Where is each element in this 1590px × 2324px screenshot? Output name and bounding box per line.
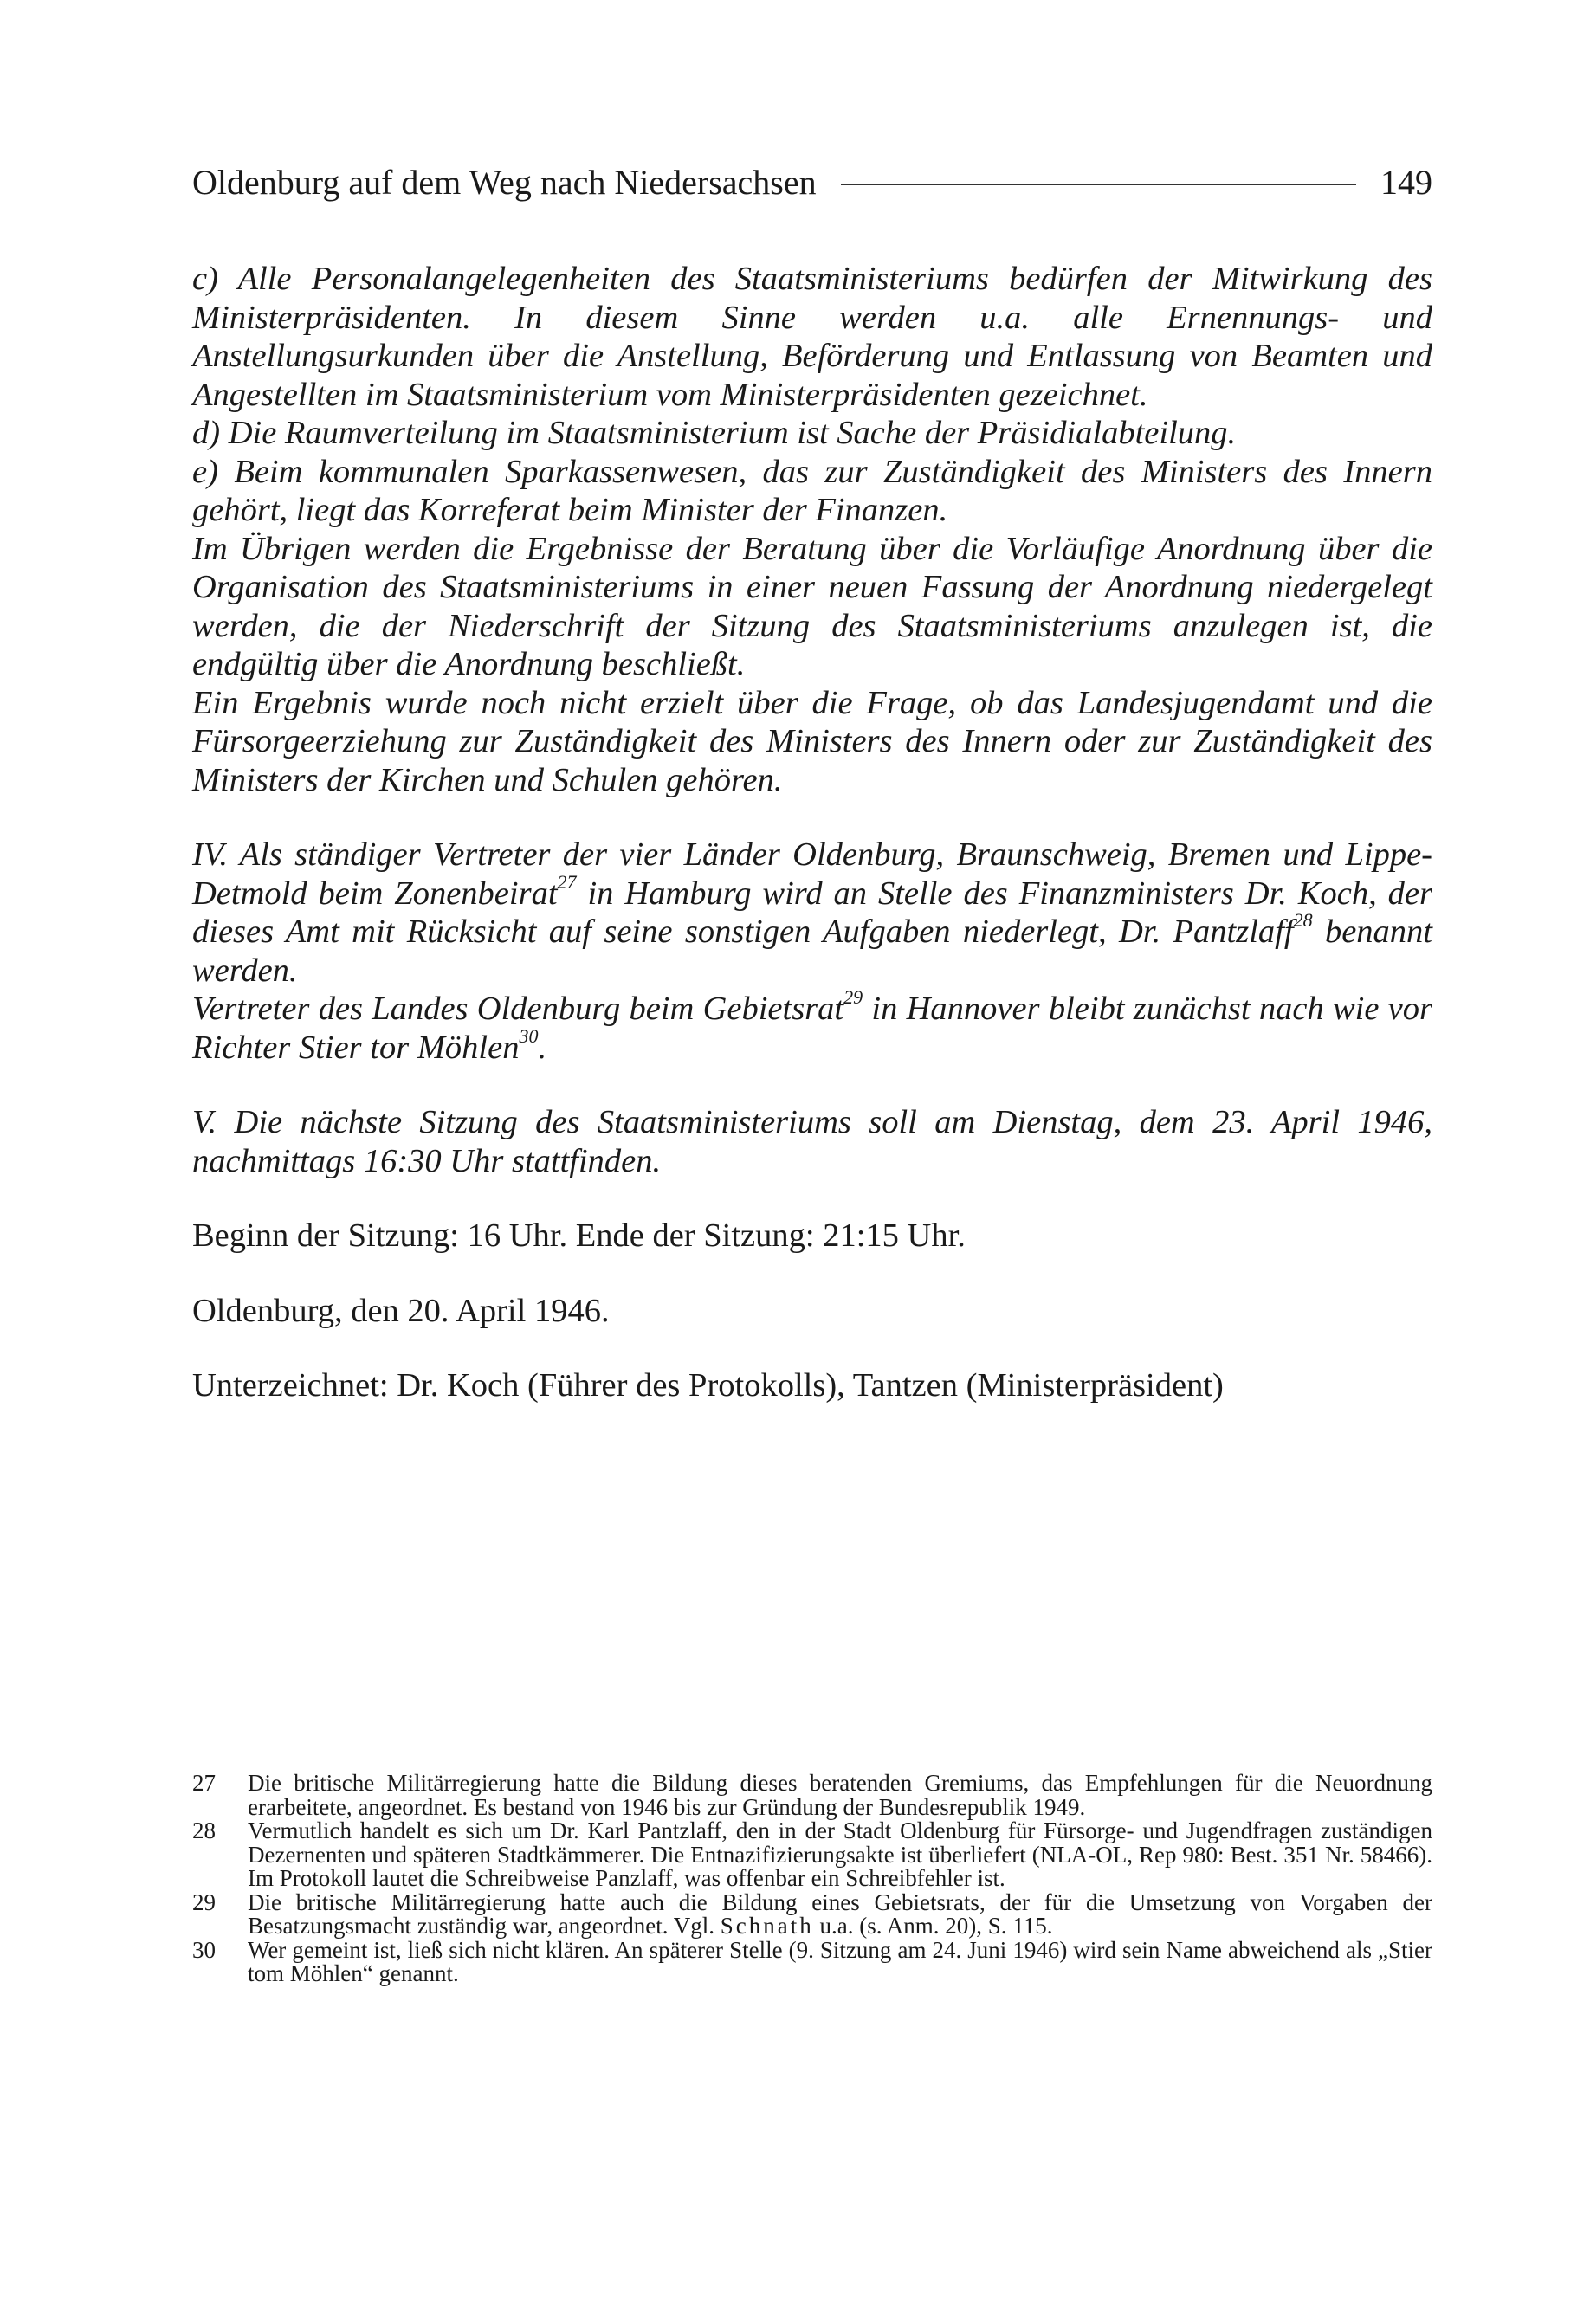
paragraph-gebietsrat <box>192 986 1432 1067</box>
paragraph-c: c) Alle Personalangelegenheiten des Staatsministeriums bedürfen der Mitwirkung des Ministerpräsidenten. In diesem Sinne werden u.a. alle Ernennungs- und Anstellungsurkunden über die Anstellung, Beförderung und Entlassung von Beamten und Angestellten im Staatsministerium vom Ministerpräsidenten gezeichnet. <box>192 261 1432 413</box>
footnote <box>192 1819 1432 1891</box>
footnote-number: 29 <box>192 1888 216 1915</box>
main-text <box>192 260 1432 1405</box>
footnote-text <box>248 1888 1432 1939</box>
page-number: 149 <box>1380 162 1432 202</box>
spacer <box>192 1067 1432 1103</box>
text-span: in Hannover bleibt zunächst nach wie vor Richter Stier tor Möhlen <box>192 991 1432 1066</box>
footnote <box>192 1936 1432 1986</box>
text-span: Vertreter des Landes Oldenburg beim Gebietsrat <box>192 991 844 1027</box>
footnote-text: Die britische Militärregierung hatte die Bildung dieses beratenden Gremiums, das Empfehlungen für die Neuordnung erarbeitete, angeordnet. Es bestand von 1946 bis zur Gründung der Bundesrepublik 1949. <box>248 1770 1432 1820</box>
text-span: u.a. (s. Anm. 20), S. 115. <box>813 1913 1053 1939</box>
paragraph-ergebnis: Ein Ergebnis wurde noch nicht erzielt über die Frage, ob das Landesjugendamt und die Fürsorgeerziehung zur Zuständigkeit des Ministers des Innern oder zur Zuständigkeit des Ministers der Kirchen und Schulen gehören. <box>192 684 1432 798</box>
footnote <box>192 1772 1432 1819</box>
footnote-number: 27 <box>192 1770 216 1796</box>
spacer <box>192 1256 1432 1292</box>
footnote-number: 30 <box>192 1936 216 1963</box>
footnote-ref-27[interactable]: 27 <box>557 870 577 893</box>
running-title: Oldenburg auf dem Weg nach Niedersachsen <box>192 162 817 202</box>
footnote-ref-29[interactable]: 29 <box>843 986 863 1009</box>
running-header <box>192 156 1432 208</box>
paragraph-v: V. Die nächste Sitzung des Staatsministeriums soll am Dienstag, dem 23. April 1946, nachmittags 16:30 Uhr stattfinden. <box>192 1104 1432 1179</box>
footnotes <box>192 1772 1432 1986</box>
spacer <box>192 799 1432 836</box>
text-span: in Hamburg wird an Stelle des Finanzministers Dr. Koch, der dieses Amt mit Rücksicht auf seine sonstigen Aufgaben niederlegt, Dr. Pantzlaff <box>192 875 1432 950</box>
footnote-ref-30[interactable]: 30 <box>519 1024 539 1047</box>
footnote-text: Vermutlich handelt es sich um Dr. Karl Pantzlaff, den in der Stadt Oldenburg für Fürsorge- und Jugendfragen zuständigen Dezernenten und späteren Stadtkämmerer. Die Entnazifizierungsakte ist überliefert (NLA-OL, Rep 980: Best. 351 Nr. 58466). Im Protokoll lautet die Schreibweise Panzlaff, was offenbar ein Schreibfehler ist. <box>248 1817 1432 1891</box>
footnote-number: 28 <box>192 1817 216 1843</box>
text-span: . <box>538 1029 547 1066</box>
text-span: benannt werden. <box>192 913 1432 989</box>
paragraph-d: d) Die Raumverteilung im Staatsministerium ist Sache der Präsidialabteilung. <box>192 415 1237 451</box>
footnote <box>192 1888 1432 1939</box>
spacer <box>192 1180 1432 1217</box>
place-date: Oldenburg, den 20. April 1946. <box>192 1292 610 1329</box>
session-times: Beginn der Sitzung: 16 Uhr. Ende der Sitzung: 21:15 Uhr. <box>192 1217 966 1254</box>
text-span: Die britische Militärregierung hatte auch die Bildung eines Gebietsrats, der für die Umsetzung von Vorgaben der Besatzungsmacht zuständig war, angeordnet. Vgl. <box>248 1888 1432 1939</box>
author-name: Schnath <box>720 1913 814 1939</box>
spacer <box>192 1330 1432 1366</box>
text-span: IV. Als ständiger Vertreter der vier Länder Oldenburg, Braunschweig, Bremen und Lippe-Detmold beim Zonenbeirat <box>192 836 1432 912</box>
paragraph-e: e) Beim kommunalen Sparkassenwesen, das zur Zuständigkeit des Ministers des Innern gehört, liegt das Korreferat beim Minister der Finanzen. <box>192 453 1432 528</box>
footnote-text: Wer gemeint ist, ließ sich nicht klären. An späterer Stelle (9. Sitzung am 24. Juni 1946) wird sein Name abweichend als „Stier tom Möhlen“ genannt. <box>248 1936 1432 1986</box>
footnote-ref-28[interactable]: 28 <box>1293 909 1313 932</box>
header-rule <box>841 184 1356 185</box>
signatures: Unterzeichnet: Dr. Koch (Führer des Protokolls), Tantzen (Ministerpräsident) <box>192 1367 1224 1404</box>
paragraph-iv <box>192 836 1432 990</box>
paragraph-organisation: Im Übrigen werden die Ergebnisse der Beratung über die Vorläufige Anordnung über die Organisation des Staatsministeriums in einer neuen Fassung der Anordnung niedergelegt werden, die der Niederschrift der Sitzung des Staatsministeriums anzulegen ist, die endgültig über die Anordnung beschließt. <box>192 530 1432 682</box>
